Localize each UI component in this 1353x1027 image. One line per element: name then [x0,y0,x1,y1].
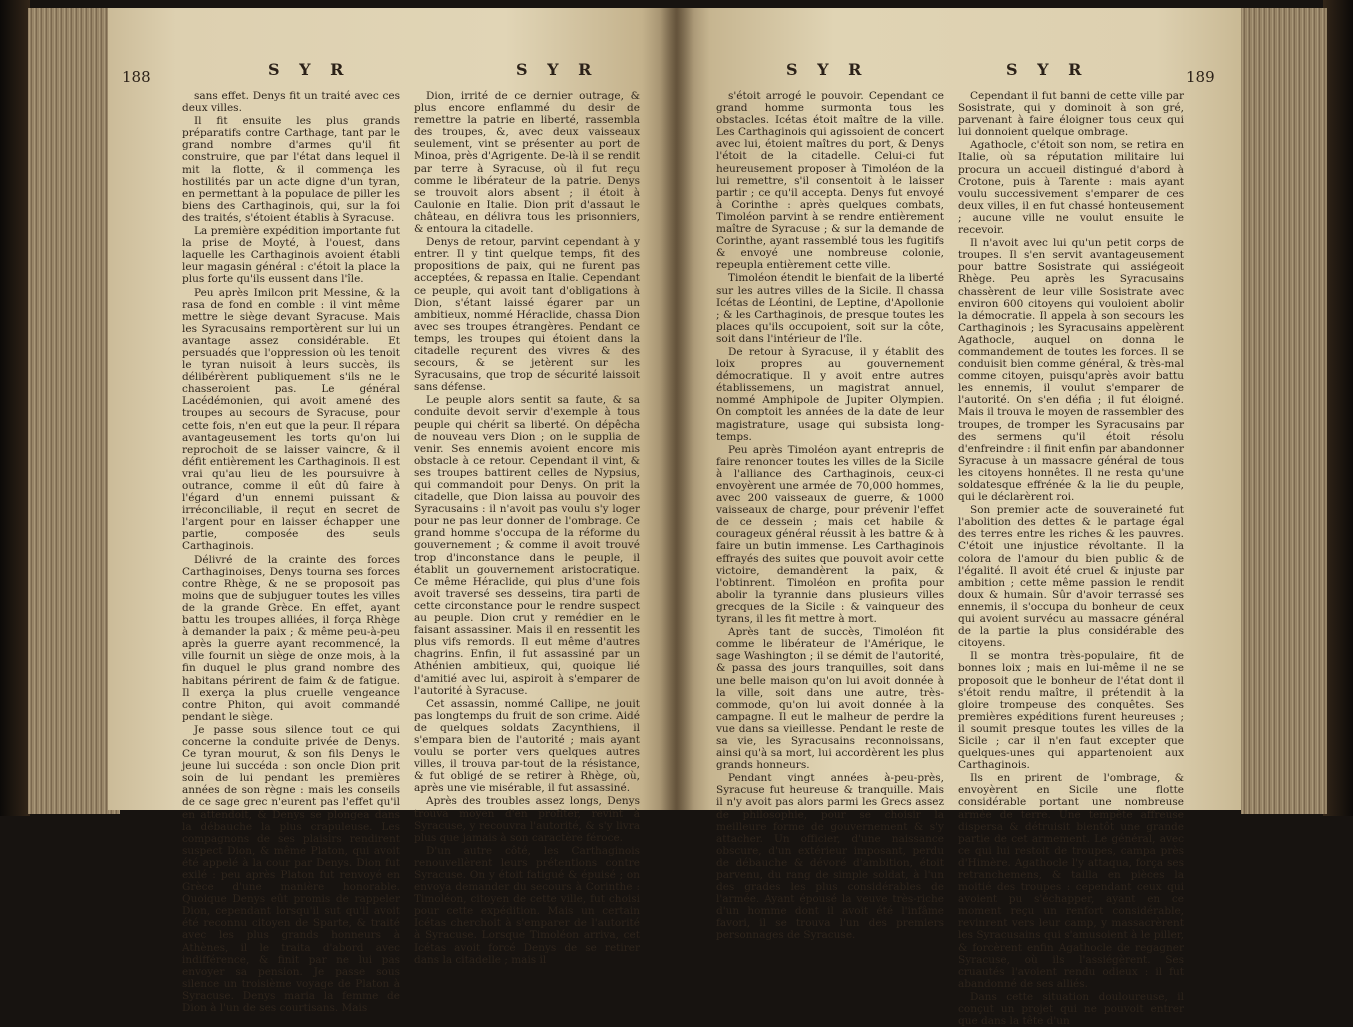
paragraph: Denys de retour, parvint cependant à y entrer. Il y tint quelque temps, fit des propositions de paix, qui ne furent pas acceptées, & repassa en Italie. Cependant ce peuple, qui avoit tant d'obligations à Dion, s'étant laissé égarer par un ambitieux, nommé Héraclide, chassa Dion avec ses troupes étrangères. Pendant ce temps, les troupes qui étoient dans la citadelle reçurent des vivres & des secours, & se jetèrent sur les Syracusains, que trop de sécurité laissoit sans défense. [414,236,640,394]
text-column [182,90,400,1015]
running-head: S Y R [1006,60,1089,79]
paragraph: Peu après Imilcon prit Messine, & la rasa de fond en comble : il vint même mettre le siège devant Syracuse. Mais les Syracusains remportèrent sur lui un avantage assez considérable. Et persuadés que l'oppression où les tenoit le tyran nuisoit à leurs succès, ils délibérèrent publiquement s'ils ne le chasseroient pas. Le général Lacédémonien, qui avoit amené des troupes au secours de Syracuse, pour cette fois, n'en eut que la peur. Il répara avantageusement les torts qu'on lui reprochoit de se laisser vaincre, & il défit entièrement les Carthaginois. Il est vrai qu'au lieu de les poursuivre à outrance, comme il eût dû faire à l'égard d'un ennemi puissant & irréconciliable, il reçut en secret de l'argent pour en laisser échapper une partie, composée des seuls Carthaginois. [182,286,400,553]
paragraph: Délivré de la crainte des forces Carthaginoises, Denys tourna ses forces contre Rhège, & ne se proposoit pas moins que de subjuguer toutes les villes de la grande Grèce. En effet, ayant battu les troupes alliées, il força Rhège à demander la paix ; & même peu-à-peu après la guerre ayant recommencé, la ville fournit un siège de onze mois, à la fin duquel le plus grand nombre des habitans périrent de faim & de fatigue. Il exerça la plus cruelle vengeance contre Phiton, qui avoit commandé pendant le siège. [182,553,400,723]
paragraph: Son premier acte de souveraineté fut l'abolition des dettes & le partage égal des terres entre les riches & les pauvres. C'étoit une injustice révoltante. Il la colora de l'amour du bien public & de l'égalité. Il avoit été cruel & injuste par ambition ; cette même passion le rendit doux & humain. Sûr d'avoir terrassé ses ennemis, il s'occupa du bonheur de ceux qui avoient survécu au massacre général de la partie la plus considérable des citoyens. [958,504,1184,650]
paragraph: Je passe sous silence tout ce qui concerne la conduite privée de Denys. Ce tyran mourut, & son fils Denys le jeune lui succéda : son oncle Dion prit soin de lui pendant les premières années de son règne : mais les conseils de ce sage grec n'eurent pas l'effet qu'il en attendoit, & Denys se plongea dans la débauche la plus crapuleuse. Les compagnons de ses plaisirs rendirent suspect Dion, & même Platon, qui avoit été appelé à la cour par Denys. Dion fut exilé : peu après Platon fut renvoyé en Grèce d'une manière honorable. Quoique Denys eût promis de rappeler Dion, cependant lorsqu'il sut qu'il avoit été reconnu citoyen de Sparte, & traité avec les plus grands honneurs à Athènes, il le traita d'abord avec indifférence, & finit par ne lui pas envoyer sa pension. Je passe sous silence un troisième voyage de Platon à Syracuse. Denys maria la femme de Dion à l'un de ses courtisans. Mais [182,723,400,1015]
paragraph: sans effet. Denys fit un traité avec ces deux villes. [182,90,400,115]
left-page [108,8,676,1015]
paragraph: Il se montra très-populaire, fit de bonnes loix ; mais en lui-même il ne se proposoit que le bonheur de l'état dont il s'étoit rendu maître, il prétendit à la gloire trompeuse des conquêtes. Ses premières expéditions furent heureuses ; il soumit presque toutes les villes de la Sicile ; car il n'en faut excepter que quelques-unes qui appartenoient aux Carthaginois. [958,650,1184,772]
text-column [414,90,640,966]
page-edges-left [28,8,120,814]
paragraph: s'étoit arrogé le pouvoir. Cependant ce grand homme surmonta tous les obstacles. Icétas étoit maître de la ville. Les Carthaginois qui agissoient de concert avec lui, étoient maîtres du port, & Denys l'étoit de la citadelle. Celui-ci fut heureusement proposer à Timoléon de la lui remettre, s'il consentoit à le laisser partir ; ce qu'il accepta. Denys fut envoyé à Corinthe : après quelques combats, Timoléon parvint à se rendre entièrement maître de Syracuse ; & sur la demande de Corinthe, ayant rassemblé tous les fugitifs & envoyé une nombreuse colonie, repeupla entièrement cette ville. [716,90,944,272]
paragraph: Cependant il fut banni de cette ville par Sosistrate, qui y dominoit à son gré, parvenant à faire éloigner tous ceux qui lui donnoient quelque ombrage. [958,90,1184,139]
page-number: 189 [1186,68,1215,86]
paragraph: Après des troubles assez longs, Denys trouva moyen d'en profiter, revint à Syracuse, y recouvra l'autorité, & s'y livra plus que jamais à son caractère féroce. [414,795,640,844]
right-page [676,8,1241,1027]
paragraph: Pendant vingt années à-peu-près, Syracuse fut heureuse & tranquille. Mais il n'y avoit pas alors parmi les Grecs assez de philosophie, pour se choisir la meilleure forme de gouvernement & s'y attacher. Un officier, d'une naissance obscure, d'un extérieur imposant, perdu de débauche & dévoré d'ambition, étoit parvenu, du rang de simple soldat, à l'un des grades les plus considérables de l'armée. Ayant épousé la veuve très-riche d'un homme dont il avoit été l'infâme favori, il se trouva l'un des premiers personnages de Syracuse. [716,772,944,942]
paragraph: Après tant de succès, Timoléon fit comme le libérateur de l'Amérique, le sage Washington ; il se démit de l'autorité, & passa des jours tranquilles, soit dans une belle maison qu'on lui avoit donnée à la ville, soit dans une autre, très-commode, qu'on lui avoit donnée à la campagne. Il eut le malheur de perdre la vue dans sa vieillesse. Pendant le reste de sa vie, les Syracusains reconnoissans, ainsi qu'à sa mort, lui accordèrent les plus grands honneurs. [716,626,944,772]
book-gutter [660,8,694,810]
running-head: S Y R [516,60,599,79]
text-column [958,90,1184,1027]
text-column [716,90,944,942]
paragraph: De retour à Syracuse, il y établit des loix propres au gouvernement démocratique. Il y avoit entre autres établissemens, un magistrat annuel, nommé Amphipole de Jupiter Olympien. On comptoit les années de la date de leur magistrature, usage qui subsista long-temps. [716,345,944,443]
paragraph: Il fit ensuite les plus grands préparatifs contre Carthage, tant par le grand nombre d'armes qu'il fit construire, que par l'état dans lequel il mit la flotte, & il commença les hostilités par un acte digne d'un tyran, en permettant à la populace de piller les biens des Carthaginois, qui, sur la foi des traités, s'étoient établis à Syracuse. [182,115,400,224]
paragraph: Agathocle, c'étoit son nom, se retira en Italie, où sa réputation militaire lui procura un accueil distingué d'abord à Crotone, puis à Tarente : mais ayant voulu successivement s'emparer de ces deux villes, il en fut chassé honteusement ; aucune ville ne voulut ensuite le recevoir. [958,139,1184,237]
paragraph: Ils en prirent de l'ombrage, & envoyèrent en Sicile une flotte considérable portant une nombreuse armée de terre. Une tempête affreuse dispersa & détruisit bientôt une grande partie de cet armement. Le général, avec ce qui lui restoit de troupes, campa près d'Himère. Agathocle l'y attaqua, força ses retranchemens, & tailla en pièces la moitié des troupes : cependant ceux qui avoient pu s'échapper, ayant en ce moment reçu un renfort considérable, revinrent vers leur camp, y massacrèrent les Syracusains qui s'amusoient à le piller, & forcèrent enfin Agathocle de regagner Syracuse, où ils l'assiégèrent. Ses cruautés l'avoient rendu odieux : il fut abandonné de ses alliés. [958,772,1184,990]
paragraph: Peu après Timoléon ayant entrepris de faire renoncer toutes les villes de la Sicile à l'alliance des Carthaginois, ceux-ci envoyèrent une armée de 70,000 hommes, avec 200 vaisseaux de guerre, & 1000 vaisseaux de charge, pour prévenir l'effet de ce dessein ; mais cet habile & courageux général réussit à les battre & à faire un butin immense. Les Carthaginois effrayés des suites que pouvoit avoir cette victoire, demandèrent la paix, & l'obtinrent. Timoléon en profita pour abolir la tyrannie dans plusieurs villes grecques de la Sicile : & vainqueur des tyrans, il les fit mettre à mort. [716,443,944,626]
paragraph: La première expédition importante fut la prise de Moyté, à l'ouest, dans laquelle les Carthaginois avoient établi leur magasin général : c'étoit la place la plus forte qu'ils eussent dans l'île. [182,225,400,286]
page-edges-right [1241,8,1327,814]
book-cover-right [1323,0,1353,816]
running-head: S Y R [786,60,869,79]
paragraph: Timoléon étendit le bienfait de la liberté sur les autres villes de la Sicile. Il chassa Icétas de Léontini, de Leptine, d'Apollonie ; & les Carthaginois, de presque toutes les places qu'ils occupoient, soit sur la côte, soit dans l'intérieur de l'île. [716,272,944,345]
paragraph: D'un autre côté, les Carthaginois renouvellèrent leurs prétentions contre Syracuse. On y étoit fatigué & épuisé ; on envoya demander du secours à Corinthe : Timoléon, citoyen de cette ville, fut choisi pour cette expédition. Mais un certain Icétas cherchoit à s'emparer de l'autorité à Syracuse. Lorsque Timoléon arriva, cet Icétas avoit forcé Denys de se retirer dans la citadelle ; mais il [414,844,640,966]
page-number: 188 [122,68,151,86]
paragraph: Le peuple alors sentit sa faute, & sa conduite devoit servir d'exemple à tous peuple qui chérit sa liberté. On dépêcha de nouveau vers Dion ; on le supplia de venir. Ses ennemis avoient encore mis obstacle à ce retour. Cependant il vint, & ses troupes battirent celles de Nypsius, qui commandoit pour Denys. On prit la citadelle, que Dion laissa au pouvoir des Syracusains : il n'avoit pas voulu s'y loger pour ne pas leur donner de l'ombrage. Ce grand homme s'occupa de la réforme du gouvernement ; & comme il avoit trouvé trop d'inconstance dans le peuple, il établit un gouvernement aristocratique. Ce même Héraclide, qui plus d'une fois avoit traversé ses desseins, tira parti de cette circonstance pour le rendre suspect au peuple. Dion crut y remédier en le faisant assassiner. Mais il en ressentit les plus vifs remords. Il eut même d'autres chagrins. Enfin, il fut assassiné par un Athénien ambitieux, qui, quoique lié d'amitié avec lui, aspiroit à s'emparer de l'autorité à Syracuse. [414,394,640,697]
running-head: S Y R [268,60,351,79]
book-cover-left [0,0,30,816]
paragraph: Cet assassin, nommé Callipe, ne jouit pas longtemps du fruit de son crime. Aidé de quelques soldats Zacynthiens, il s'empara bien de l'autorité ; mais ayant voulu se porter vers quelques autres villes, il trouva par-tout de la résistance, & fut obligé de se retirer à Rhège, où, après une vie misérable, il fut assassiné. [414,697,640,795]
paragraph: Il n'avoit avec lui qu'un petit corps de troupes. Il s'en servit avantageusement pour battre Sosistrate qui assiégeoit Rhège. Peu après les Syracusains chassèrent de leur ville Sosistrate avec environ 600 citoyens qui vouloient abolir la démocratie. Il appela à son secours les Carthaginois ; les Syracusains appelèrent Agathocle, auquel on donna le commandement de toutes les forces. Il se conduisit bien comme général, & très-mal comme citoyen, puisqu'après avoir battu les ennemis, il voulut s'emparer de l'autorité. On s'en défia ; il fut éloigné. Mais il trouva le moyen de rassembler des troupes, de tromper les Syracusains par des sermens qu'il étoit résolu d'enfreindre : il finit enfin par abandonner Syracuse à un massacre général de tous les citoyens honnêtes. Il ne resta qu'une soldatesque effrénée & la lie du peuple, qui le déclarèrent roi. [958,237,1184,504]
paragraph: Dion, irrité de ce dernier outrage, & plus encore enflammé du desir de remettre la patrie en liberté, rassembla des troupes, &, avec deux vaisseaux seulement, vint se présenter au port de Minoa, près d'Agrigente. De-là il se rendit par terre à Syracuse, où il fut reçu comme le libérateur de la patrie. Denys se trouvoit alors absent ; il étoit à Caulonie en Italie. Dion prit d'assaut le château, en délivra tous les prisonniers, & entoura la citadelle. [414,90,640,236]
paragraph: Dans cette situation douloureuse, il conçut un projet qui ne pouvoit entrer que dans la tête d'un [958,990,1184,1027]
